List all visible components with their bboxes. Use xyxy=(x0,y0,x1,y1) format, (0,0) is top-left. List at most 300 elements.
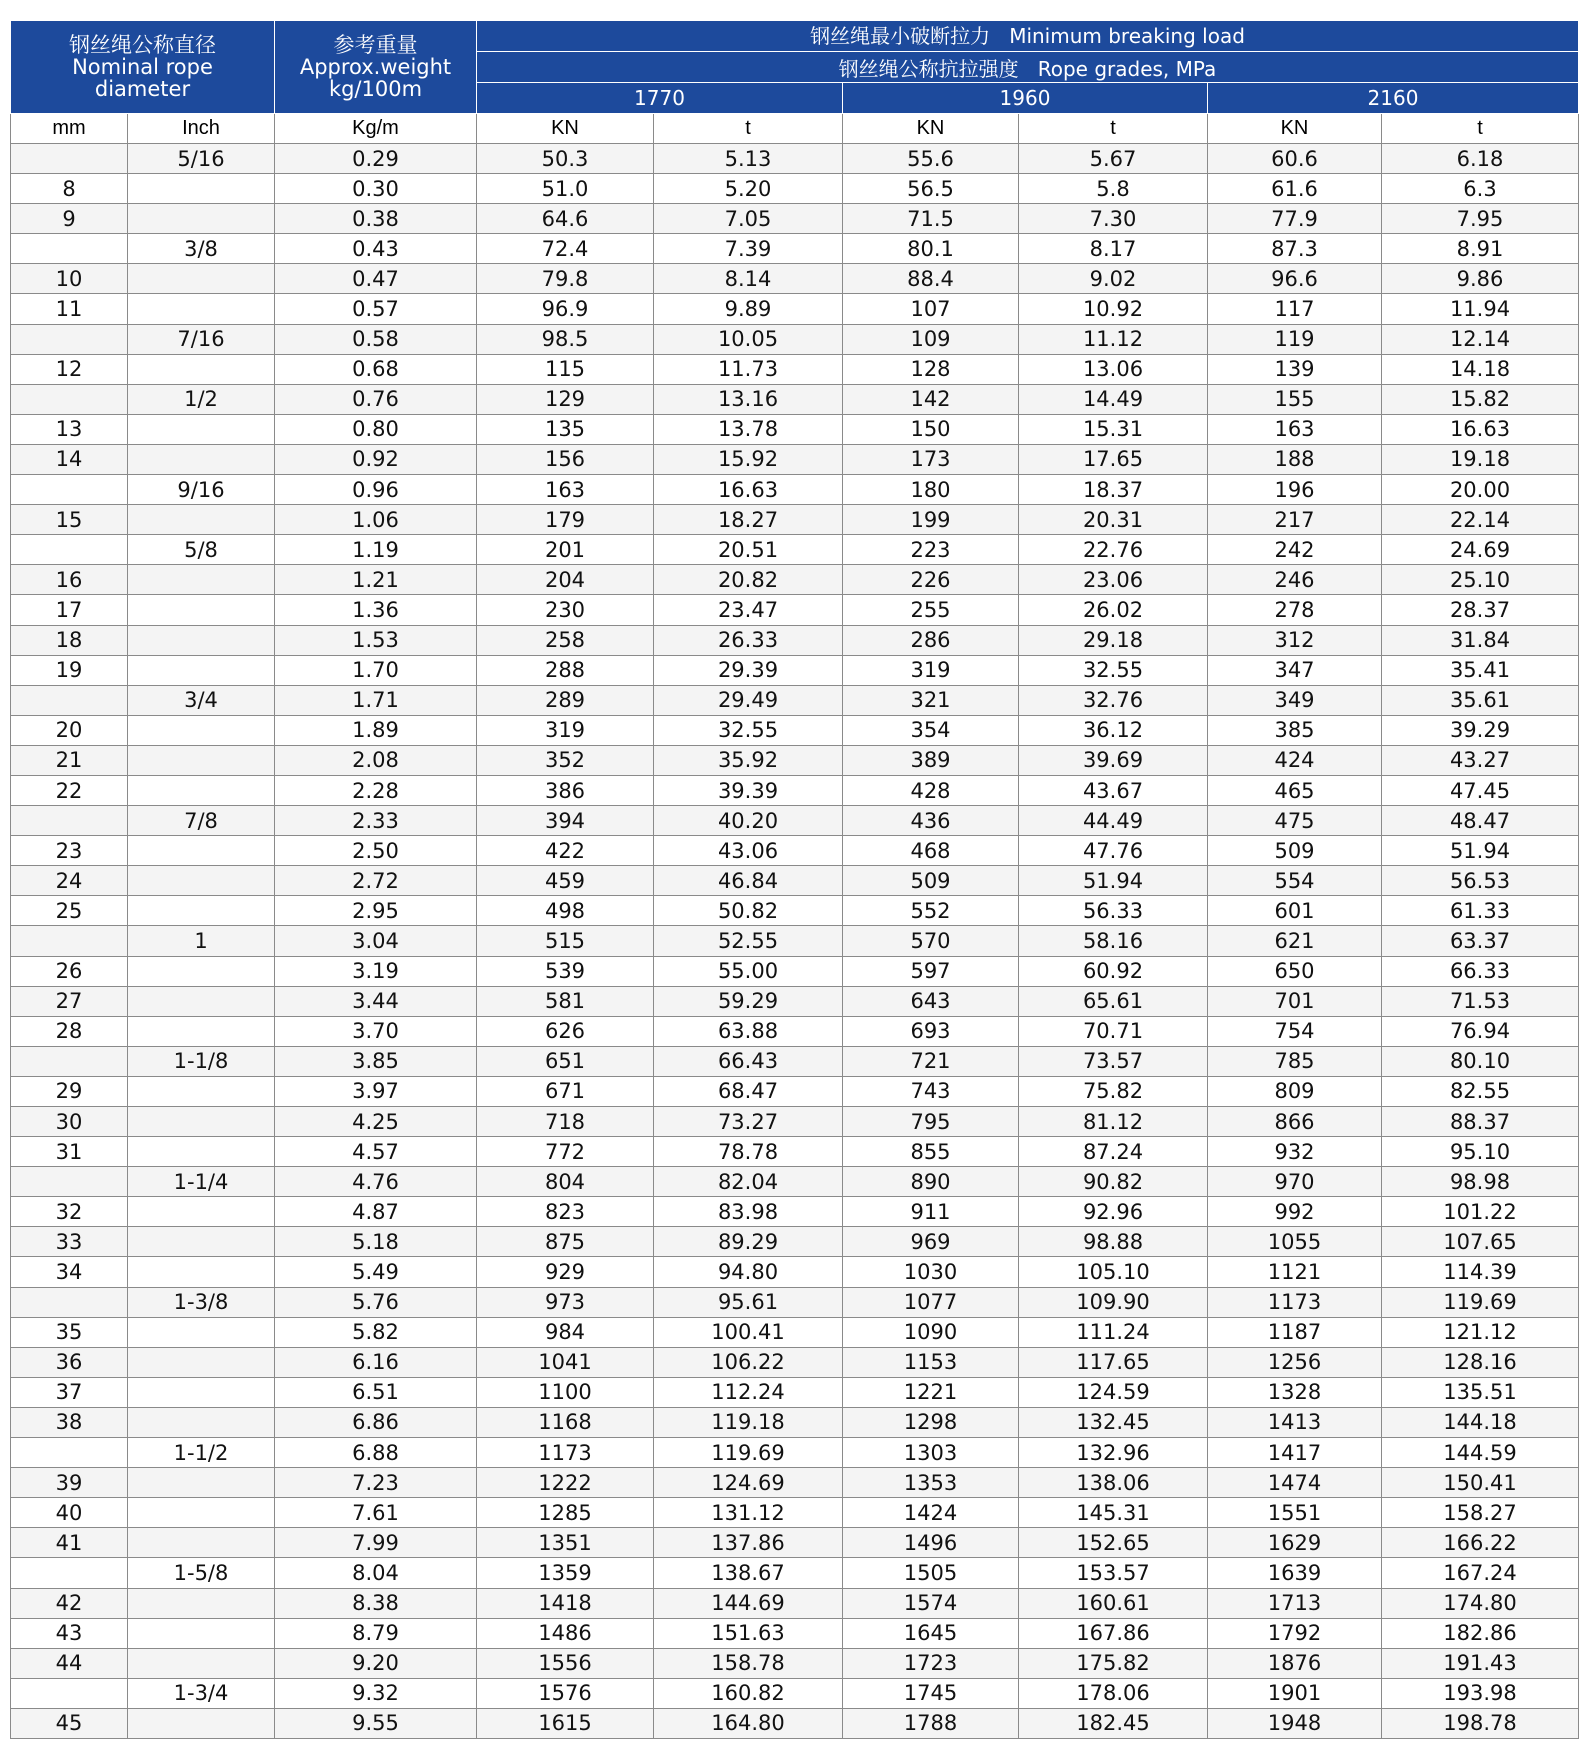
table-row xyxy=(11,1648,1579,1678)
table-cell: 180 xyxy=(843,475,1019,505)
table-cell: 352 xyxy=(477,745,654,775)
table-cell: 82.04 xyxy=(654,1167,843,1197)
table-cell xyxy=(128,1257,275,1287)
table-cell: 10.92 xyxy=(1019,294,1208,324)
table-cell: 29 xyxy=(11,1076,128,1106)
table-cell: 56.33 xyxy=(1019,896,1208,926)
table-row xyxy=(11,1438,1579,1468)
table-cell: 158.27 xyxy=(1382,1498,1579,1528)
table-cell: 1505 xyxy=(843,1558,1019,1588)
table-row xyxy=(11,565,1579,595)
table-row xyxy=(11,1528,1579,1558)
table-cell: 4.87 xyxy=(275,1197,477,1227)
table-cell xyxy=(128,1377,275,1407)
table-cell: 12 xyxy=(11,354,128,384)
table-cell: 109.90 xyxy=(1019,1287,1208,1317)
table-cell: 13.78 xyxy=(654,414,843,444)
table-cell: 875 xyxy=(477,1227,654,1257)
table-cell: 18.37 xyxy=(1019,475,1208,505)
table-cell: 3.85 xyxy=(275,1046,477,1076)
table-cell: 9.20 xyxy=(275,1648,477,1678)
table-cell xyxy=(128,204,275,234)
table-cell: 64.6 xyxy=(477,204,654,234)
table-cell: 105.10 xyxy=(1019,1257,1208,1287)
table-cell: 9.55 xyxy=(275,1708,477,1738)
table-cell: 1.19 xyxy=(275,535,477,565)
table-cell: 50.3 xyxy=(477,144,654,174)
table-cell: 112.24 xyxy=(654,1377,843,1407)
table-cell: 0.57 xyxy=(275,294,477,324)
table-cell: 13.06 xyxy=(1019,354,1208,384)
table-cell: 24 xyxy=(11,866,128,896)
table-cell xyxy=(11,926,128,956)
table-row xyxy=(11,1016,1579,1046)
table-cell: 56.53 xyxy=(1382,866,1579,896)
table-cell: 153.57 xyxy=(1019,1558,1208,1588)
table-row xyxy=(11,1347,1579,1377)
table-cell: 95.10 xyxy=(1382,1137,1579,1167)
table-cell: 7.61 xyxy=(275,1498,477,1528)
table-cell xyxy=(128,715,275,745)
table-cell: 117 xyxy=(1208,294,1382,324)
table-cell: 5.20 xyxy=(654,174,843,204)
table-cell: 191.43 xyxy=(1382,1648,1579,1678)
table-cell: 19.18 xyxy=(1382,444,1579,474)
table-cell: 13.16 xyxy=(654,384,843,414)
table-cell: 12.14 xyxy=(1382,324,1579,354)
table-header xyxy=(11,21,1579,114)
table-cell: 14 xyxy=(11,444,128,474)
table-cell: 1-3/4 xyxy=(128,1678,275,1708)
table-cell: 693 xyxy=(843,1016,1019,1046)
table-cell: 1723 xyxy=(843,1648,1019,1678)
table-cell: 866 xyxy=(1208,1107,1382,1137)
table-cell: 29.39 xyxy=(654,655,843,685)
table-cell: 155 xyxy=(1208,384,1382,414)
table-cell xyxy=(128,1137,275,1167)
table-cell: 51.0 xyxy=(477,174,654,204)
rope-grades-header: 钢丝绳公称抗拉强度 Rope grades, MPa xyxy=(477,52,1579,83)
table-row xyxy=(11,1407,1579,1437)
table-cell: 10 xyxy=(11,264,128,294)
table-cell: 4.25 xyxy=(275,1107,477,1137)
table-cell: 51.94 xyxy=(1382,836,1579,866)
table-cell: 1417 xyxy=(1208,1438,1382,1468)
table-cell: 17.65 xyxy=(1019,444,1208,474)
table-cell: 182.45 xyxy=(1019,1708,1208,1738)
table-cell: 347 xyxy=(1208,655,1382,685)
table-cell: 14.49 xyxy=(1019,384,1208,414)
table-cell: 855 xyxy=(843,1137,1019,1167)
table-cell xyxy=(128,836,275,866)
table-cell: 6.16 xyxy=(275,1347,477,1377)
table-cell: 26 xyxy=(11,956,128,986)
table-cell: 1-1/2 xyxy=(128,1438,275,1468)
table-cell: 137.86 xyxy=(654,1528,843,1558)
table-cell: 28 xyxy=(11,1016,128,1046)
unit-cell: t xyxy=(1019,114,1208,144)
table-cell: 30 xyxy=(11,1107,128,1137)
table-cell: 144.59 xyxy=(1382,1438,1579,1468)
table-cell xyxy=(128,1618,275,1648)
table-cell: 973 xyxy=(477,1287,654,1317)
table-cell xyxy=(11,1438,128,1468)
table-cell: 626 xyxy=(477,1016,654,1046)
table-cell: 721 xyxy=(843,1046,1019,1076)
table-cell: 16.63 xyxy=(654,475,843,505)
table-cell: 156 xyxy=(477,444,654,474)
table-cell: 0.80 xyxy=(275,414,477,444)
table-cell: 1.21 xyxy=(275,565,477,595)
table-row xyxy=(11,144,1579,174)
table-cell: 1187 xyxy=(1208,1317,1382,1347)
unit-cell: mm xyxy=(11,114,128,144)
table-cell: 1-3/8 xyxy=(128,1287,275,1317)
table-cell: 201 xyxy=(477,535,654,565)
table-cell xyxy=(128,1197,275,1227)
table-cell: 9.89 xyxy=(654,294,843,324)
table-cell: 175.82 xyxy=(1019,1648,1208,1678)
table-cell: 515 xyxy=(477,926,654,956)
table-row xyxy=(11,264,1579,294)
table-cell: 75.82 xyxy=(1019,1076,1208,1106)
table-cell: 16 xyxy=(11,565,128,595)
table-cell xyxy=(11,384,128,414)
table-cell: 150.41 xyxy=(1382,1468,1579,1498)
table-cell: 50.82 xyxy=(654,896,843,926)
table-cell: 0.96 xyxy=(275,475,477,505)
table-cell xyxy=(128,1648,275,1678)
table-cell: 38 xyxy=(11,1407,128,1437)
table-cell xyxy=(11,535,128,565)
table-cell: 106.22 xyxy=(654,1347,843,1377)
table-cell: 22.76 xyxy=(1019,535,1208,565)
table-cell: 163 xyxy=(1208,414,1382,444)
table-cell: 321 xyxy=(843,685,1019,715)
table-cell: 76.94 xyxy=(1382,1016,1579,1046)
table-cell: 9.32 xyxy=(275,1678,477,1708)
table-cell: 1788 xyxy=(843,1708,1019,1738)
table-cell: 82.55 xyxy=(1382,1076,1579,1106)
table-cell: 167.24 xyxy=(1382,1558,1579,1588)
table-cell: 5/8 xyxy=(128,535,275,565)
table-cell: 8.14 xyxy=(654,264,843,294)
table-cell xyxy=(11,144,128,174)
table-cell: 0.92 xyxy=(275,444,477,474)
table-row xyxy=(11,1107,1579,1137)
table-cell: 319 xyxy=(477,715,654,745)
table-cell: 1424 xyxy=(843,1498,1019,1528)
breaking-load-header: 钢丝绳最小破断拉力 Minimum breaking load xyxy=(477,21,1579,52)
table-cell xyxy=(128,505,275,535)
table-cell: 498 xyxy=(477,896,654,926)
table-cell: 139 xyxy=(1208,354,1382,384)
table-cell: 80.10 xyxy=(1382,1046,1579,1076)
table-cell: 18 xyxy=(11,625,128,655)
table-cell: 167.86 xyxy=(1019,1618,1208,1648)
table-cell: 23.06 xyxy=(1019,565,1208,595)
table-cell: 671 xyxy=(477,1076,654,1106)
table-cell: 198.78 xyxy=(1382,1708,1579,1738)
table-cell: 13 xyxy=(11,414,128,444)
table-cell xyxy=(11,234,128,264)
table-cell: 150 xyxy=(843,414,1019,444)
table-cell: 701 xyxy=(1208,986,1382,1016)
table-cell: 166.22 xyxy=(1382,1528,1579,1558)
table-cell: 1.70 xyxy=(275,655,477,685)
table-cell: 223 xyxy=(843,535,1019,565)
table-cell xyxy=(11,1287,128,1317)
table-cell: 98.88 xyxy=(1019,1227,1208,1257)
table-cell xyxy=(11,475,128,505)
table-cell: 20.82 xyxy=(654,565,843,595)
table-cell: 70.71 xyxy=(1019,1016,1208,1046)
table-cell: 0.30 xyxy=(275,174,477,204)
table-cell: 754 xyxy=(1208,1016,1382,1046)
table-row xyxy=(11,1227,1579,1257)
table-cell: 7.23 xyxy=(275,1468,477,1498)
table-cell: 1353 xyxy=(843,1468,1019,1498)
approx-weight-cn: 参考重量 xyxy=(333,33,418,57)
table-cell: 15.82 xyxy=(1382,384,1579,414)
table-cell: 2.95 xyxy=(275,896,477,926)
table-cell: 20.51 xyxy=(654,535,843,565)
table-cell: 94.80 xyxy=(654,1257,843,1287)
table-cell: 20.31 xyxy=(1019,505,1208,535)
grade-1960-header: 1960 xyxy=(843,83,1208,114)
table-cell xyxy=(128,294,275,324)
table-cell: 48.47 xyxy=(1382,806,1579,836)
table-body xyxy=(11,114,1579,1739)
table-cell: 188 xyxy=(1208,444,1382,474)
table-cell: 144.69 xyxy=(654,1588,843,1618)
table-cell: 8 xyxy=(11,174,128,204)
table-row xyxy=(11,1257,1579,1287)
table-cell: 911 xyxy=(843,1197,1019,1227)
table-cell: 1551 xyxy=(1208,1498,1382,1528)
table-cell: 621 xyxy=(1208,926,1382,956)
table-cell: 32.55 xyxy=(1019,655,1208,685)
table-cell: 163 xyxy=(477,475,654,505)
table-cell: 88.37 xyxy=(1382,1107,1579,1137)
table-cell: 152.65 xyxy=(1019,1528,1208,1558)
table-cell: 1.89 xyxy=(275,715,477,745)
table-cell: 39 xyxy=(11,1468,128,1498)
table-row xyxy=(11,1046,1579,1076)
table-cell: 3.70 xyxy=(275,1016,477,1046)
table-cell: 47.76 xyxy=(1019,836,1208,866)
table-cell xyxy=(128,1317,275,1347)
table-cell: 6.51 xyxy=(275,1377,477,1407)
table-cell: 1486 xyxy=(477,1618,654,1648)
table-cell: 823 xyxy=(477,1197,654,1227)
table-cell: 1121 xyxy=(1208,1257,1382,1287)
table-cell: 131.12 xyxy=(654,1498,843,1528)
table-cell: 554 xyxy=(1208,866,1382,896)
table-row xyxy=(11,1287,1579,1317)
table-cell: 597 xyxy=(843,956,1019,986)
table-row xyxy=(11,685,1579,715)
table-cell: 7.05 xyxy=(654,204,843,234)
table-cell: 41 xyxy=(11,1528,128,1558)
table-cell: 436 xyxy=(843,806,1019,836)
table-cell: 119 xyxy=(1208,324,1382,354)
unit-cell: t xyxy=(1382,114,1579,144)
table-cell: 0.43 xyxy=(275,234,477,264)
table-cell: 2.33 xyxy=(275,806,477,836)
table-cell: 5.76 xyxy=(275,1287,477,1317)
table-cell: 1615 xyxy=(477,1708,654,1738)
table-cell: 90.82 xyxy=(1019,1167,1208,1197)
table-cell: 804 xyxy=(477,1167,654,1197)
table-cell: 21 xyxy=(11,745,128,775)
table-cell: 173 xyxy=(843,444,1019,474)
table-cell: 394 xyxy=(477,806,654,836)
table-cell: 51.94 xyxy=(1019,866,1208,896)
table-cell: 1168 xyxy=(477,1407,654,1437)
table-cell: 55.00 xyxy=(654,956,843,986)
table-cell: 17 xyxy=(11,595,128,625)
table-row xyxy=(11,866,1579,896)
table-cell: 43.27 xyxy=(1382,745,1579,775)
table-cell: 509 xyxy=(1208,836,1382,866)
table-cell: 288 xyxy=(477,655,654,685)
table-cell: 29.49 xyxy=(654,685,843,715)
unit-cell: KN xyxy=(477,114,654,144)
unit-cell: t xyxy=(654,114,843,144)
table-cell: 182.86 xyxy=(1382,1618,1579,1648)
table-cell: 289 xyxy=(477,685,654,715)
table-cell: 37 xyxy=(11,1377,128,1407)
table-cell: 9.02 xyxy=(1019,264,1208,294)
table-cell xyxy=(11,324,128,354)
table-cell: 124.69 xyxy=(654,1468,843,1498)
table-cell: 43.67 xyxy=(1019,775,1208,805)
table-cell: 58.16 xyxy=(1019,926,1208,956)
table-cell: 114.39 xyxy=(1382,1257,1579,1287)
table-cell: 11.73 xyxy=(654,354,843,384)
table-cell: 25 xyxy=(11,896,128,926)
table-cell: 15.92 xyxy=(654,444,843,474)
table-cell: 47.45 xyxy=(1382,775,1579,805)
table-cell: 7/16 xyxy=(128,324,275,354)
table-cell: 19 xyxy=(11,655,128,685)
units-row xyxy=(11,114,1579,144)
unit-cell: KN xyxy=(843,114,1019,144)
table-cell: 33 xyxy=(11,1227,128,1257)
table-row xyxy=(11,1076,1579,1106)
table-cell: 63.37 xyxy=(1382,926,1579,956)
table-cell: 1222 xyxy=(477,1468,654,1498)
table-cell: 970 xyxy=(1208,1167,1382,1197)
table-row xyxy=(11,324,1579,354)
table-cell: 18.27 xyxy=(654,505,843,535)
table-cell: 1-1/8 xyxy=(128,1046,275,1076)
table-cell: 101.22 xyxy=(1382,1197,1579,1227)
table-cell xyxy=(128,264,275,294)
table-cell: 89.29 xyxy=(654,1227,843,1257)
table-cell xyxy=(128,565,275,595)
table-cell: 809 xyxy=(1208,1076,1382,1106)
table-cell: 199 xyxy=(843,505,1019,535)
table-cell: 28.37 xyxy=(1382,595,1579,625)
table-cell: 87.24 xyxy=(1019,1137,1208,1167)
table-cell: 111.24 xyxy=(1019,1317,1208,1347)
table-cell: 1030 xyxy=(843,1257,1019,1287)
table-cell: 14.18 xyxy=(1382,354,1579,384)
table-cell: 718 xyxy=(477,1107,654,1137)
table-cell xyxy=(128,354,275,384)
table-cell: 73.27 xyxy=(654,1107,843,1137)
table-cell: 1.71 xyxy=(275,685,477,715)
table-row xyxy=(11,715,1579,745)
table-cell: 15 xyxy=(11,505,128,535)
table-cell: 35 xyxy=(11,1317,128,1347)
table-cell: 1413 xyxy=(1208,1407,1382,1437)
table-cell: 128 xyxy=(843,354,1019,384)
table-cell xyxy=(11,1046,128,1076)
table-cell: 178.06 xyxy=(1019,1678,1208,1708)
table-cell: 115 xyxy=(477,354,654,384)
table-cell xyxy=(11,1167,128,1197)
table-cell: 428 xyxy=(843,775,1019,805)
nominal-diameter-en-1: Nominal rope xyxy=(72,55,213,79)
table-cell: 6.88 xyxy=(275,1438,477,1468)
table-cell: 1221 xyxy=(843,1377,1019,1407)
table-cell: 26.02 xyxy=(1019,595,1208,625)
table-cell: 144.18 xyxy=(1382,1407,1579,1437)
table-cell: 286 xyxy=(843,625,1019,655)
nominal-diameter-en-2: diameter xyxy=(94,77,191,101)
table-cell: 772 xyxy=(477,1137,654,1167)
table-cell: 32 xyxy=(11,1197,128,1227)
table-cell: 643 xyxy=(843,986,1019,1016)
table-cell: 312 xyxy=(1208,625,1382,655)
table-cell: 71.5 xyxy=(843,204,1019,234)
table-cell: 39.29 xyxy=(1382,715,1579,745)
table-cell: 61.6 xyxy=(1208,174,1382,204)
table-row xyxy=(11,655,1579,685)
table-cell: 39.69 xyxy=(1019,745,1208,775)
table-cell: 39.39 xyxy=(654,775,843,805)
table-row xyxy=(11,595,1579,625)
table-cell: 8.79 xyxy=(275,1618,477,1648)
table-cell: 72.4 xyxy=(477,234,654,264)
table-cell: 23.47 xyxy=(654,595,843,625)
table-cell: 5.18 xyxy=(275,1227,477,1257)
table-cell: 135.51 xyxy=(1382,1377,1579,1407)
table-cell xyxy=(11,1558,128,1588)
table-cell: 129 xyxy=(477,384,654,414)
table-cell: 34 xyxy=(11,1257,128,1287)
table-cell: 26.33 xyxy=(654,625,843,655)
rope-spec-table xyxy=(10,20,1579,1739)
table-cell: 581 xyxy=(477,986,654,1016)
table-cell: 160.82 xyxy=(654,1678,843,1708)
grade-2160-header: 2160 xyxy=(1208,83,1579,114)
table-cell: 1901 xyxy=(1208,1678,1382,1708)
table-cell: 96.6 xyxy=(1208,264,1382,294)
table-cell: 32.55 xyxy=(654,715,843,745)
table-cell: 20 xyxy=(11,715,128,745)
table-cell: 1.36 xyxy=(275,595,477,625)
table-cell: 1876 xyxy=(1208,1648,1382,1678)
table-cell: 1041 xyxy=(477,1347,654,1377)
table-cell xyxy=(128,595,275,625)
table-cell: 16.63 xyxy=(1382,414,1579,444)
table-cell: 601 xyxy=(1208,896,1382,926)
table-cell: 109 xyxy=(843,324,1019,354)
